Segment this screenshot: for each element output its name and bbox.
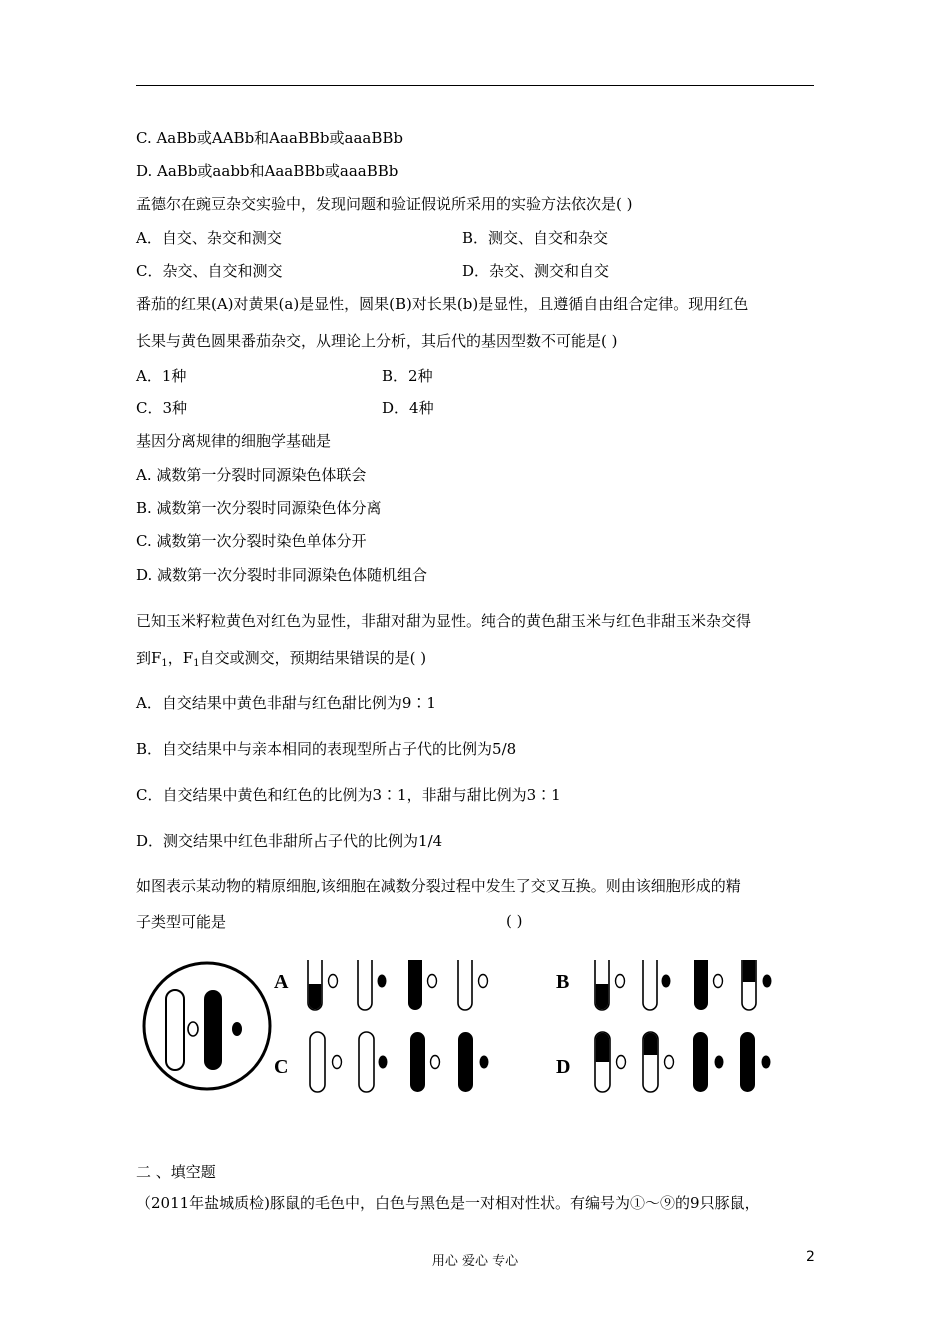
option-d: D．杂交、测交和自交 — [462, 262, 610, 280]
chromosome-figure — [140, 960, 780, 1100]
label-d: D — [556, 1056, 571, 1078]
option-d-cells — [595, 1032, 771, 1092]
label-a: A — [274, 971, 289, 993]
option-c: C．杂交、自交和测交 — [136, 262, 283, 280]
question-mendel: 孟德尔在豌豆杂交实验中，发现问题和验证假说所采用的实验方法依次是( ) — [136, 195, 633, 213]
question-corn-line1: 已知玉米籽粒黄色对红色为显性，非甜对甜为显性。纯合的黄色甜玉米与红色非甜玉米杂交得 — [136, 612, 752, 630]
option-d-genotypes: D. AaBb或aabb和AaaBBb或aaaBBb — [136, 162, 399, 180]
option-a-cells — [308, 960, 488, 1010]
section-heading-fill-in: 二 、填空题 — [136, 1163, 216, 1181]
option-b: B．2种 — [382, 367, 433, 385]
option-b: B．自交结果中与亲本相同的表现型所占子代的比例为5/8 — [136, 740, 517, 758]
question-corn-line2: 到$F_1$，$F_1$自交或测交，预期结果错误的是( ) — [136, 649, 427, 669]
option-a: A. 减数第一分裂时同源染色体联会 — [136, 466, 367, 484]
option-d: D. 减数第一次分裂时非同源染色体随机组合 — [136, 566, 428, 584]
option-c: C．3种 — [136, 399, 188, 417]
option-c-genotypes: C. AaBb或AABb和AaaBBb或aaaBBb — [136, 129, 404, 147]
question-tomato-line2: 长果与黄色圆果番茄杂交，从理论上分析，其后代的基因型数不可能是( ) — [136, 332, 618, 350]
page-footer: 用心 爱心 专心 — [431, 1254, 519, 1269]
page-number: 2 — [806, 1249, 815, 1265]
option-a: A．1种 — [136, 367, 187, 385]
option-d: D．测交结果中红色非甜所占子代的比例为1/4 — [136, 832, 443, 850]
option-b: B．测交、自交和杂交 — [462, 229, 609, 247]
label-b: B — [556, 971, 570, 993]
option-c: C．自交结果中黄色和红色的比例为3∶1，非甜与甜比例为3∶1 — [136, 786, 561, 804]
question-guinea-pig: （2011年盐城质检)豚鼠的毛色中，白色与黑色是一对相对性状。有编号为①～⑨的9只豚鼠， — [136, 1194, 760, 1212]
option-b-cells — [595, 960, 772, 1010]
question-tomato-line1: 番茄的红果(A)对黄果(a)是显性，圆果(B)对长果(b)是显性，且遵循自由组合定律。现用红色 — [136, 295, 749, 313]
label-c: C — [274, 1056, 289, 1078]
question-segregation: 基因分离规律的细胞学基础是 — [136, 432, 332, 450]
question-crossover-line1: 如图表示某动物的精原细胞,该细胞在减数分裂过程中发生了交叉互换。则由该细胞形成的精 — [136, 877, 741, 895]
option-a: A．自交结果中黄色非甜与红色甜比例为9∶1 — [136, 694, 436, 712]
sperm-mother-cell — [144, 963, 270, 1089]
question-crossover-line2: 子类型可能是 — [136, 913, 227, 931]
option-c: C. 减数第一次分裂时染色单体分开 — [136, 532, 367, 550]
header-rule — [136, 85, 814, 86]
option-d: D．4种 — [382, 399, 434, 417]
option-c-cells — [310, 1032, 489, 1092]
option-b: B. 减数第一次分裂时同源染色体分离 — [136, 499, 382, 517]
option-a: A．自交、杂交和测交 — [136, 229, 282, 247]
answer-blank: ( ) — [506, 912, 523, 930]
